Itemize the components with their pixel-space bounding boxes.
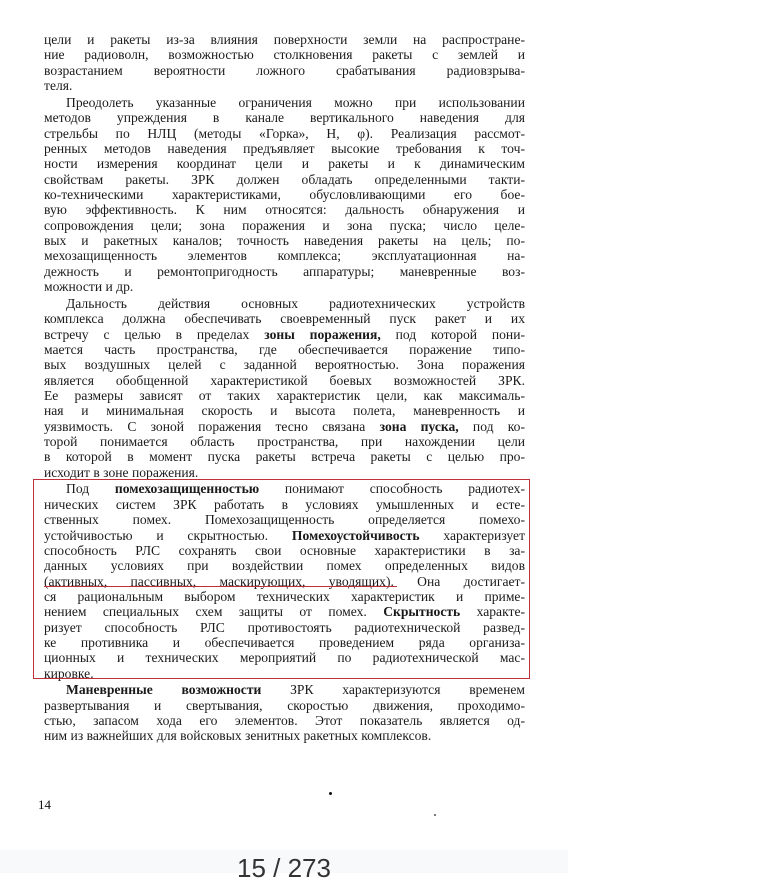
bold-term: помехозащищенностью xyxy=(114,481,260,497)
text-line xyxy=(44,342,525,357)
text-line xyxy=(44,728,525,743)
text-segment: методов упреждения в канале вертикального наведения для xyxy=(44,110,525,126)
text-segment: Под xyxy=(66,481,115,497)
text-segment: ризует способность РЛС противостоять радиотехнической развед- xyxy=(44,619,525,635)
text-segment: развертывания и свертывания, скоростью движения, проходимо- xyxy=(44,697,525,713)
text-segment: дежность и ремонтопригодность аппаратуры; маневренные воз- xyxy=(44,263,525,279)
text-line xyxy=(44,264,525,279)
printed-page-number: 14 xyxy=(38,797,51,812)
text-segment: вых воздушных целей с заданной вероятностью. Зона поражения xyxy=(44,357,525,373)
scan-speck xyxy=(329,792,332,795)
text-segment: ся рациональным выбором технических характеристик и приме- xyxy=(44,588,525,604)
bold-term: зоны поражения, xyxy=(264,326,381,342)
text-line xyxy=(44,698,525,713)
scan-speck xyxy=(434,814,436,816)
text-segment: цели и ракеты из-за влияния поверхности земли на распростране- xyxy=(44,32,525,47)
text-line xyxy=(44,95,525,110)
text-segment: ЗРК характеризуются временем xyxy=(261,682,525,698)
text-segment: Преодолеть указанные ограничения можно при использовании xyxy=(66,94,525,110)
text-segment: является обобщенной характеристикой боевых возможностей ЗРК. xyxy=(44,372,525,388)
text-segment: Дальность действия основных радиотехнических устройств xyxy=(66,295,525,311)
text-segment: нением специальных схем защиты от помех. xyxy=(44,604,384,620)
paragraph xyxy=(44,682,525,743)
text-line xyxy=(44,279,525,294)
text-segment: исходит в зоне поражения. xyxy=(44,464,199,480)
text-line xyxy=(44,47,525,62)
viewer-background xyxy=(568,0,768,873)
text-line xyxy=(44,233,525,248)
text-segment: теля. xyxy=(44,78,73,94)
text-line xyxy=(44,434,525,449)
text-segment: сопровождения цели; зона поражения и зона пуска; число целе- xyxy=(44,217,525,233)
text-line xyxy=(44,327,525,342)
text-line xyxy=(44,141,525,156)
text-segment: под которой пони- xyxy=(380,326,525,342)
text-line xyxy=(44,202,525,217)
text-segment: торой понимается область пространства, при нахождении цели xyxy=(44,433,525,449)
text-segment: ная и минимальная скорость и высота полета, маневренность и xyxy=(44,403,525,419)
text-segment: ренных методов наведения предъявляет высокие требования к точ- xyxy=(44,140,525,156)
text-segment: уязвимость. С зоной поражения тесно связана xyxy=(44,418,380,434)
text-segment: мехозащищенность элементов комплекса; эксплуатационная на- xyxy=(44,248,525,264)
paragraph xyxy=(44,32,525,93)
text-line xyxy=(44,682,525,697)
bold-term: зона пуска, xyxy=(379,418,459,434)
text-segment: кировке. xyxy=(44,665,94,681)
page-counter: 15 / 273 xyxy=(237,853,331,883)
text-line xyxy=(44,403,525,418)
paragraph xyxy=(44,95,525,294)
text-line xyxy=(44,373,525,388)
text-segment: стрельбы по НЛЦ (методы «Горка», Н, φ). Реализация рассмот- xyxy=(44,125,525,141)
text-line xyxy=(44,248,525,263)
text-segment: встречу с целью в пределах xyxy=(44,326,265,342)
text-segment: ним из важнейших для войсковых зенитных ракетных комплексов. xyxy=(44,728,432,744)
text-segment: возрастанием вероятности ложного срабатывания радиовзрыва- xyxy=(44,62,525,78)
text-segment: способность РЛС сохранять свои основные характеристики в за- xyxy=(44,542,525,558)
text-line xyxy=(44,78,525,93)
text-line xyxy=(44,296,525,311)
text-line xyxy=(44,63,525,78)
text-segment: нических систем ЗРК работать в условиях умышленных и есте- xyxy=(44,496,525,512)
text-line xyxy=(44,187,525,202)
text-segment: вых и ракетных каналов; точность наведения ракеты на цель; по- xyxy=(44,232,525,248)
text-segment: данных условиях при воздействии помех определенных видов xyxy=(44,558,525,574)
text-segment: (активных, пассивных, маскирующих, уводящих). Она достигает- xyxy=(44,573,525,589)
highlight-underline xyxy=(44,586,397,587)
text-segment: ко-техническими характеристиками, обусловливающими его бое- xyxy=(44,186,525,202)
text-line xyxy=(44,419,525,434)
text-segment: под ко- xyxy=(458,418,525,434)
text-segment: мается часть пространства, где обеспечивается поражение типо- xyxy=(44,341,525,357)
text-line xyxy=(44,110,525,125)
text-segment: стью, запасом хода его элементов. Этот показатель является од- xyxy=(44,713,525,729)
text-line xyxy=(44,32,525,47)
text-segment: ственных помех. Помехозащищенность определяется помехо- xyxy=(44,512,525,528)
text-segment: можности и др. xyxy=(44,279,134,294)
text-segment: характе- xyxy=(460,604,526,620)
bold-term: Маневренные возможности xyxy=(66,682,262,698)
bold-term: Скрытность xyxy=(383,604,461,620)
text-segment: ке противника и обеспечивается проведением ряда организа- xyxy=(44,634,525,650)
text-segment: ционных и технических мероприятий по радиотехнической мас- xyxy=(44,650,525,666)
text-line xyxy=(44,218,525,233)
text-segment: Ее размеры зависят от таких характеристик цели, как максималь- xyxy=(44,387,525,403)
text-line xyxy=(44,357,525,372)
text-line xyxy=(44,465,525,480)
text-segment: вую эффективность. К ним относятся: дальность обнаружения и xyxy=(44,202,525,218)
text-segment: понимают способность радиотех- xyxy=(259,481,525,497)
text-line xyxy=(44,311,525,326)
text-segment: ние радиоволн, возможностью столкновения ракеты с землей и xyxy=(44,47,525,63)
text-line xyxy=(44,172,525,187)
text-line xyxy=(44,449,525,464)
text-line xyxy=(44,156,525,171)
text-segment: комплекса должна обеспечивать своевременный пуск ракет и их xyxy=(44,311,525,327)
text-line xyxy=(44,388,525,403)
text-line xyxy=(44,126,525,141)
bold-term: Помехоустойчивость xyxy=(291,527,420,543)
text-segment: свойствам ракеты. ЗРК должен обладать определенными такти- xyxy=(44,171,525,187)
text-segment: ности измерения координат цели и ракеты и к динамическим xyxy=(44,156,525,172)
paragraph xyxy=(44,296,525,480)
highlight-box xyxy=(33,479,530,679)
text-segment: в которой в момент пуска ракеты встреча ракеты с целью про- xyxy=(44,449,525,465)
text-segment: характеризует xyxy=(419,527,526,543)
text-line xyxy=(44,713,525,728)
text-segment: устойчивостью и скрытностью. xyxy=(44,527,292,543)
